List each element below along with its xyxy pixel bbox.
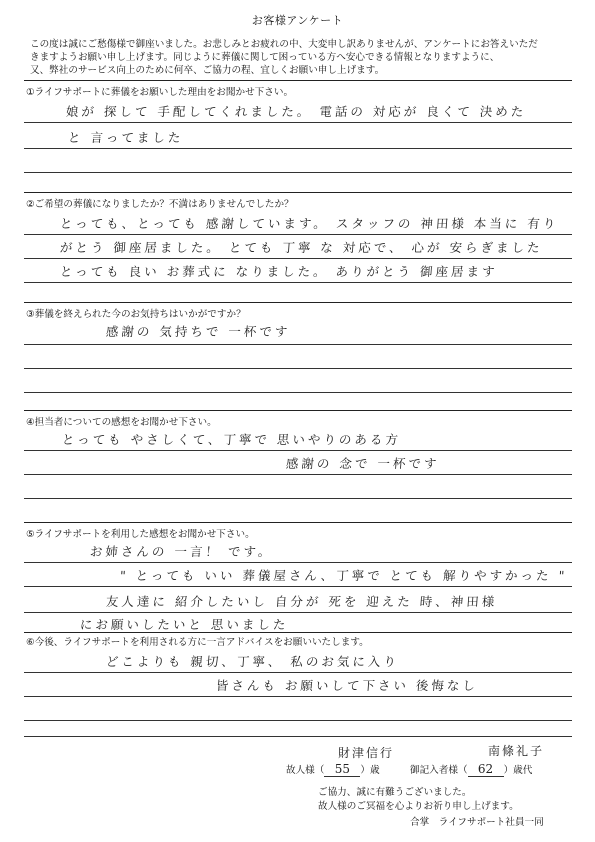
answer-line — [24, 282, 572, 283]
question-2-label: ②ご希望の葬儀になりましたか？不満はありませんでしたか？ — [26, 199, 294, 210]
answer-line — [24, 258, 572, 259]
question-3-label: ③葬儀を終えられた今のお気持ちはいかがですか？ — [26, 309, 246, 320]
answer-5-line-4: にお願いしたいと 思いました — [79, 617, 289, 632]
page-title: お客様アンケート — [251, 14, 344, 27]
answer-3-line-1: 感謝の 気持ちで 一杯です — [105, 324, 291, 339]
answer-2-line-2: がとう 御座居ました。 とても 丁寧 な 対応で、 心が 安らぎました — [59, 240, 544, 255]
answer-line — [24, 736, 572, 737]
writer-age-value: 62 — [468, 762, 504, 777]
answer-1-line-1: 娘が 探して 手配してくれました。 電話の 対応が 良くて 決めた — [65, 104, 527, 119]
answer-4-line-1: とっても やさしくて、丁寧で 思いやりのある方 — [61, 432, 402, 447]
answer-1-line-2: と 言ってました — [67, 130, 184, 145]
answer-line — [24, 172, 572, 173]
answer-6-line-1: どこよりも 親切、丁寧、 私のお気に入り — [105, 654, 400, 669]
deceased-age-field — [286, 762, 380, 777]
section-divider — [24, 522, 572, 523]
answer-line — [24, 474, 572, 475]
signoff: 合掌 ライフサポート社員一同 — [410, 817, 544, 828]
answer-line — [24, 562, 572, 563]
section-divider — [24, 192, 572, 193]
answer-line — [24, 672, 572, 673]
answer-5-line-1: お姉さんの 一言！ です。 — [89, 544, 274, 559]
answer-line — [24, 612, 572, 613]
section-divider — [24, 410, 572, 411]
answer-line — [24, 450, 572, 451]
thanks-message: ご協力、誠に有難うございました。 — [318, 787, 472, 798]
writer-age-label: 御記入者様（ — [410, 765, 468, 776]
answer-line — [24, 720, 572, 721]
answer-line — [24, 586, 572, 587]
answer-line — [24, 234, 572, 235]
answer-6-line-2: 皆さんも お願いして下さい 後悔なし — [215, 678, 479, 693]
answer-5-line-2: " とっても いい 葬儀屋さん、丁寧で とても 解りやすかった " — [119, 568, 568, 583]
answer-2-line-3: とっても 良い お葬式に なりました。 ありがとう 御座居ます — [59, 264, 499, 279]
answer-line — [24, 148, 572, 149]
writer-name: 南條礼子 — [488, 744, 545, 758]
answer-5-line-3: 友人達に 紹介したいし 自分が 死を 迎えた 時、神田様 — [105, 594, 498, 609]
writer-age-field — [410, 762, 532, 777]
answer-line — [24, 696, 572, 697]
intro-line: きますようお願い申し上げます。同じように葬儀に関して困っている方へ安心できる情報となりますように、 — [30, 52, 500, 63]
deceased-age-unit: ）歳 — [360, 765, 380, 776]
question-1-label: ①ライフサポートに葬儀をお願いした理由をお聞かせ下さい。 — [26, 87, 294, 98]
answer-line — [24, 392, 572, 393]
intro-line: 又、弊社のサービス向上のために何卒、ご協力の程、宜しくお願い申し上げます。 — [30, 65, 385, 76]
question-6-label: ⑥今後、ライフサポートを利用される方に一言アドバイスをお願いいたします。 — [26, 637, 369, 648]
section-divider — [24, 302, 572, 303]
section-divider — [24, 80, 572, 81]
deceased-name: 財津信行 — [338, 746, 395, 760]
answer-line — [24, 498, 572, 499]
condolence-message: 故人様のご冥福を心よりお祈り申し上げます。 — [318, 801, 519, 812]
section-divider — [24, 632, 572, 633]
intro-text — [30, 38, 575, 77]
answer-line — [24, 344, 572, 345]
answer-line — [24, 368, 572, 369]
question-4-label: ④担当者についての感想をお聞かせ下さい。 — [26, 417, 217, 428]
deceased-age-label: 故人様（ — [286, 765, 325, 776]
answer-line — [24, 122, 572, 123]
generation-unit: ）歳代 — [503, 765, 533, 776]
answer-2-line-1: とっても、とっても 感謝しています。 スタッフの 神田様 本当に 有り — [59, 216, 559, 231]
intro-line: この度は誠にご愁傷様で御座いました。お悲しみとお疲れの中、大変申し訳ありませんが、アンケートにお答えいただ — [30, 39, 538, 50]
deceased-age-value: 55 — [324, 762, 360, 777]
answer-4-line-2: 感謝の 念で 一杯です — [285, 456, 440, 471]
question-5-label: ⑤ライフサポートを利用した感想をお聞かせ下さい。 — [26, 529, 255, 540]
